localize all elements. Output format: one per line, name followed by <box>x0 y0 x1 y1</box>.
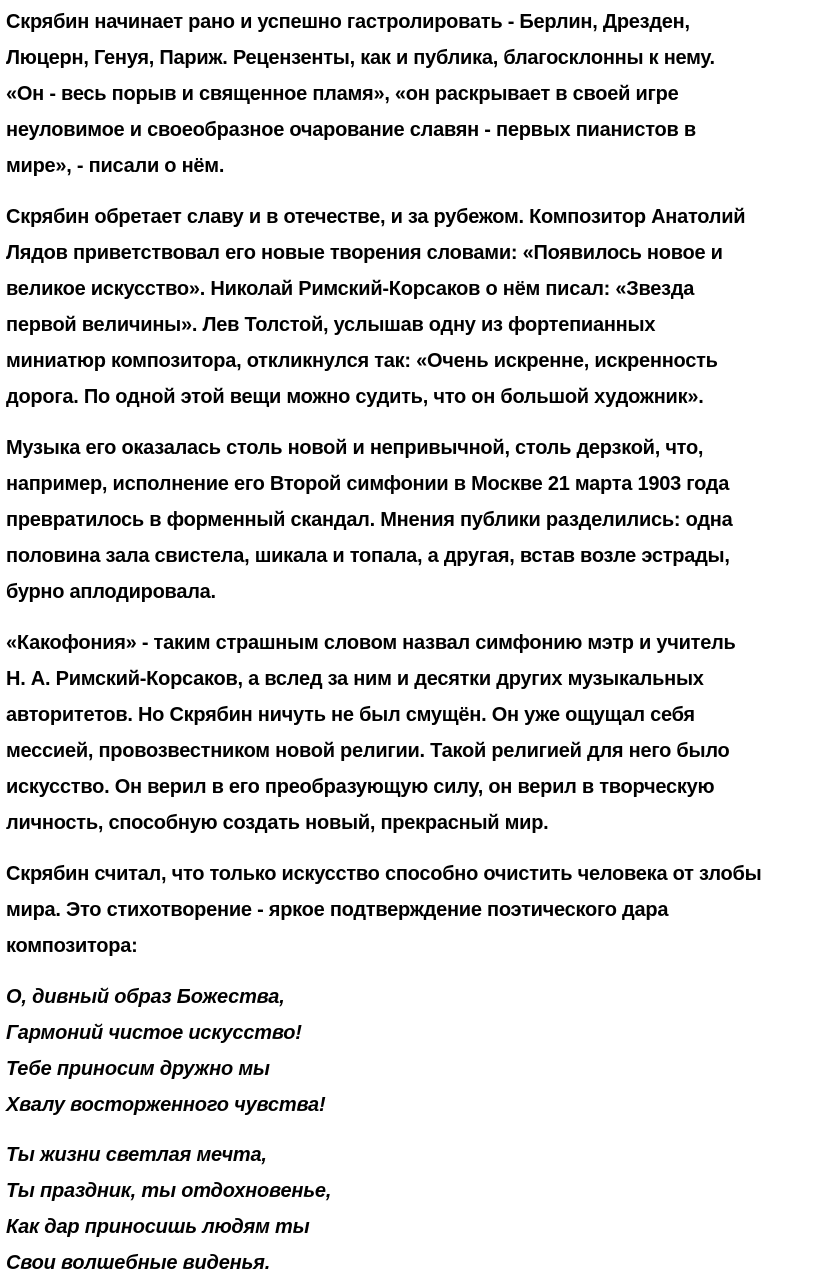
poem-line: Хвалу восторженного чувства! <box>6 1094 326 1116</box>
paragraph-poem-intro <box>6 856 810 964</box>
poem-line: Как дар приносишь людям ты <box>6 1216 310 1238</box>
text-line: «Он - весь порыв и священное пламя», «он раскрывает в своей игре <box>6 83 679 105</box>
paragraph-cacophony <box>6 625 810 841</box>
poem-stanza-1 <box>6 979 810 1123</box>
text-line: великое искусство». Николай Римский-Корсаков о нём писал: «Звезда <box>6 278 695 300</box>
text-line: неуловимое и своеобразное очарование славян - первых пианистов в <box>6 119 696 141</box>
text-line: мира. Это стихотворение - яркое подтверждение поэтического дара <box>6 899 669 921</box>
text-line: Люцерн, Генуя, Париж. Рецензенты, как и публика, благосклонны к нему. <box>6 47 715 69</box>
paragraph-fame <box>6 199 810 415</box>
paragraph-concerts <box>6 4 810 184</box>
text-line: Скрябин обретает славу и в отечестве, и за рубежом. Композитор Анатолий <box>6 206 746 228</box>
poem-line: Гармоний чистое искусство! <box>6 1022 302 1044</box>
text-line: Н. А. Римский-Корсаков, а вслед за ним и десятки других музыкальных <box>6 668 704 690</box>
text-line: композитора: <box>6 935 138 957</box>
poem-line: Ты жизни светлая мечта, <box>6 1144 267 1166</box>
poem-line: Ты праздник, ты отдохновенье, <box>6 1180 332 1202</box>
text-line: бурно аплодировала. <box>6 581 216 603</box>
poem-line: Тебе приносим дружно мы <box>6 1058 270 1080</box>
text-line: искусство. Он верил в его преобразующую силу, он верил в творческую <box>6 776 715 798</box>
text-line: превратилось в форменный скандал. Мнения публики разделились: одна <box>6 509 733 531</box>
text-line: половина зала свистела, шикала и топала, а другая, встав возле эстрады, <box>6 545 730 567</box>
text-line: Скрябин начинает рано и успешно гастролировать - Берлин, Дрезден, <box>6 11 690 33</box>
text-line: личность, способную создать новый, прекрасный мир. <box>6 812 549 834</box>
text-line: мире», - писали о нём. <box>6 155 225 177</box>
text-line: мессией, провозвестником новой религии. Такой религией для него было <box>6 740 730 762</box>
text-line: первой величины». Лев Толстой, услышав одну из фортепианных <box>6 314 656 336</box>
text-line: Музыка его оказалась столь новой и непривычной, столь дерзкой, что, <box>6 437 704 459</box>
text-line: Скрябин считал, что только искусство способно очистить человека от злобы <box>6 863 762 885</box>
poem-stanza-2 <box>6 1137 810 1281</box>
text-line: «Какофония» - таким страшным словом назвал симфонию мэтр и учитель <box>6 632 736 654</box>
text-line: дорога. По одной этой вещи можно судить, что он большой художник». <box>6 386 704 408</box>
text-line: Лядов приветствовал его новые творения словами: «Появилось новое и <box>6 242 723 264</box>
text-line: например, исполнение его Второй симфонии в Москве 21 марта 1903 года <box>6 473 730 495</box>
text-line: миниатюр композитора, откликнулся так: «Очень искренне, искренность <box>6 350 718 372</box>
paragraph-scandal <box>6 430 810 610</box>
poem-line: О, дивный образ Божества, <box>6 986 285 1008</box>
poem-line: Свои волшебные виденья. <box>6 1252 271 1274</box>
text-line: авторитетов. Но Скрябин ничуть не был смущён. Он уже ощущал себя <box>6 704 695 726</box>
